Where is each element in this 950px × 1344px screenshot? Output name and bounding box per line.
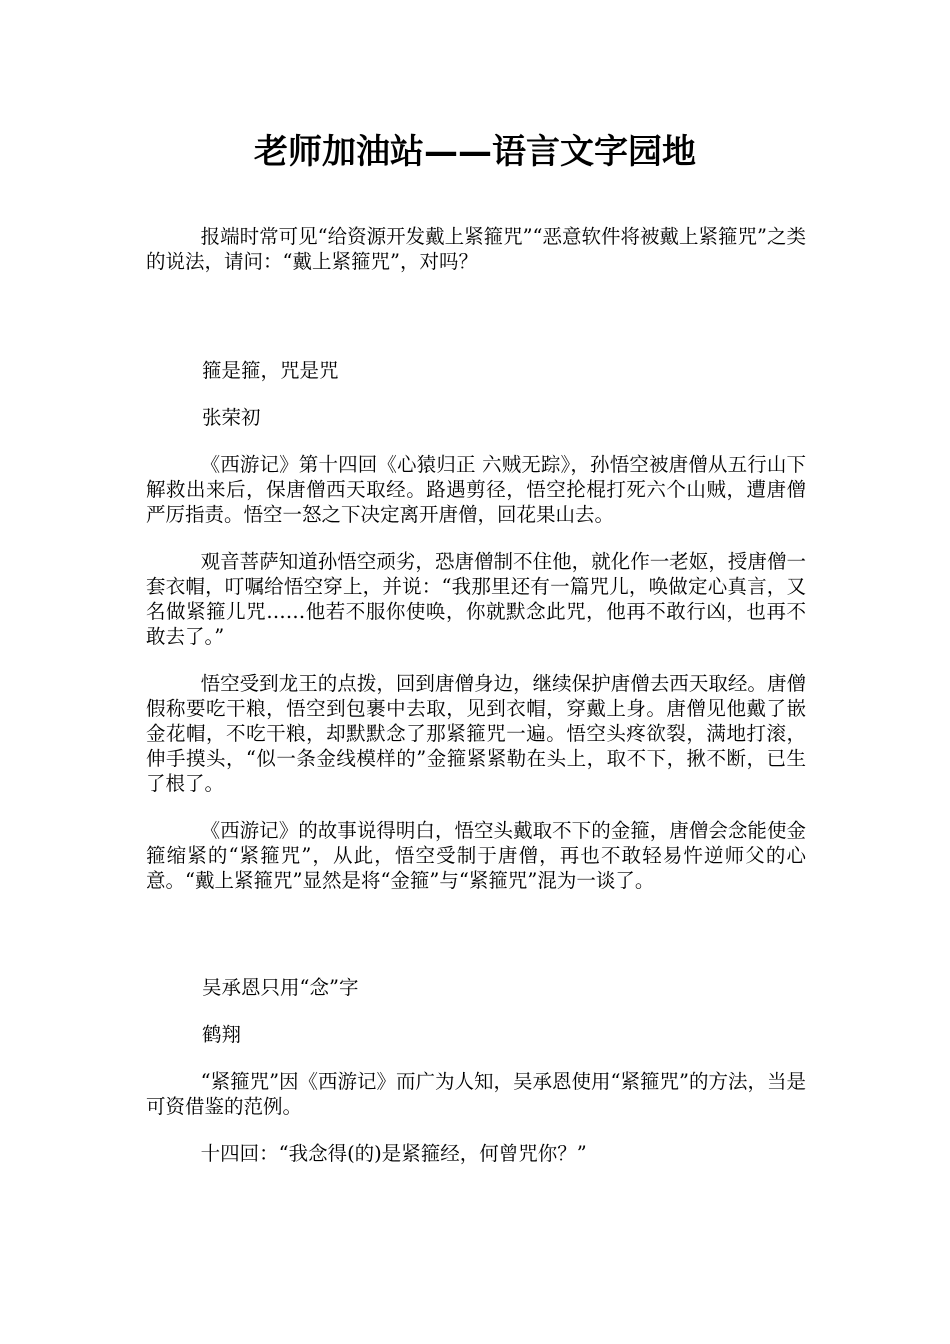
section2-heading: 吴承恩只用“念”字 <box>202 976 359 999</box>
spacer <box>146 649 806 671</box>
section1-author: 张荣初 <box>202 406 261 429</box>
spacer <box>146 527 806 549</box>
intro-paragraph: 报端时常可见“给资源开发戴上紧箍咒”“恶意软件将被戴上紧箍咒”之类的说法，请问：“戴上紧箍咒”，对吗？ <box>146 225 806 273</box>
article-body <box>146 224 806 1166</box>
section2-author: 鹤翔 <box>202 1023 242 1046</box>
spacer <box>146 430 806 452</box>
page-title: 老师加油站——语言文字园地 <box>254 132 696 172</box>
spacer <box>146 274 806 358</box>
spacer <box>146 1119 806 1141</box>
section2-paragraph-1: “紧箍咒”因《西游记》而广为人知，吴承恩使用“紧箍咒”的方法，当是可资借鉴的范例。 <box>146 1070 806 1118</box>
spacer <box>146 1047 806 1069</box>
spacer <box>146 1000 806 1022</box>
spacer <box>146 383 806 405</box>
section1-heading: 箍是箍，咒是咒 <box>202 359 339 382</box>
section1-paragraph-4: 《西游记》的故事说得明白，悟空头戴取不下的金箍，唐僧会念能使金箍缩紧的“紧箍咒”，从此，悟空受制于唐僧，再也不敢轻易忤逆师父的心意。“戴上紧箍咒”显然是将“金箍”与“紧箍咒”混为一谈了。 <box>146 819 806 892</box>
spacer <box>146 893 806 975</box>
section1-paragraph-1: 《西游记》第十四回《心猿归正 六贼无踪》，孙悟空被唐僧从五行山下解救出来后，保唐僧西天取经。路遇剪径，悟空抡棍打死六个山贼，遭唐僧严厉指责。悟空一怒之下决定离开唐僧，回花果山去。 <box>146 453 806 526</box>
section1-paragraph-3: 悟空受到龙王的点拨，回到唐僧身边，继续保护唐僧去西天取经。唐僧假称要吃干粮，悟空到包裹中去取，见到衣帽，穿戴上身。唐僧见他戴了嵌金花帽，不吃干粮，却默默念了那紧箍咒一遍。悟空头疼欲裂，满地打滚，伸手摸头，“似一条金线模样的”金箍紧紧勒在头上，取不下，揪不断，已生了根了。 <box>146 672 806 795</box>
section2-paragraph-2: 十四回：“我念得(的)是紧箍经，何曾咒你？” <box>200 1142 587 1165</box>
spacer <box>146 796 806 818</box>
section1-paragraph-2: 观音菩萨知道孙悟空顽劣，恐唐僧制不住他，就化作一老妪，授唐僧一套衣帽，叮嘱给悟空穿上，并说：“我那里还有一篇咒儿，唤做定心真言，又名做紧箍儿咒……他若不服你使唤，你就默念此咒，他再不敢行凶，也再不敢去了。” <box>146 550 806 648</box>
